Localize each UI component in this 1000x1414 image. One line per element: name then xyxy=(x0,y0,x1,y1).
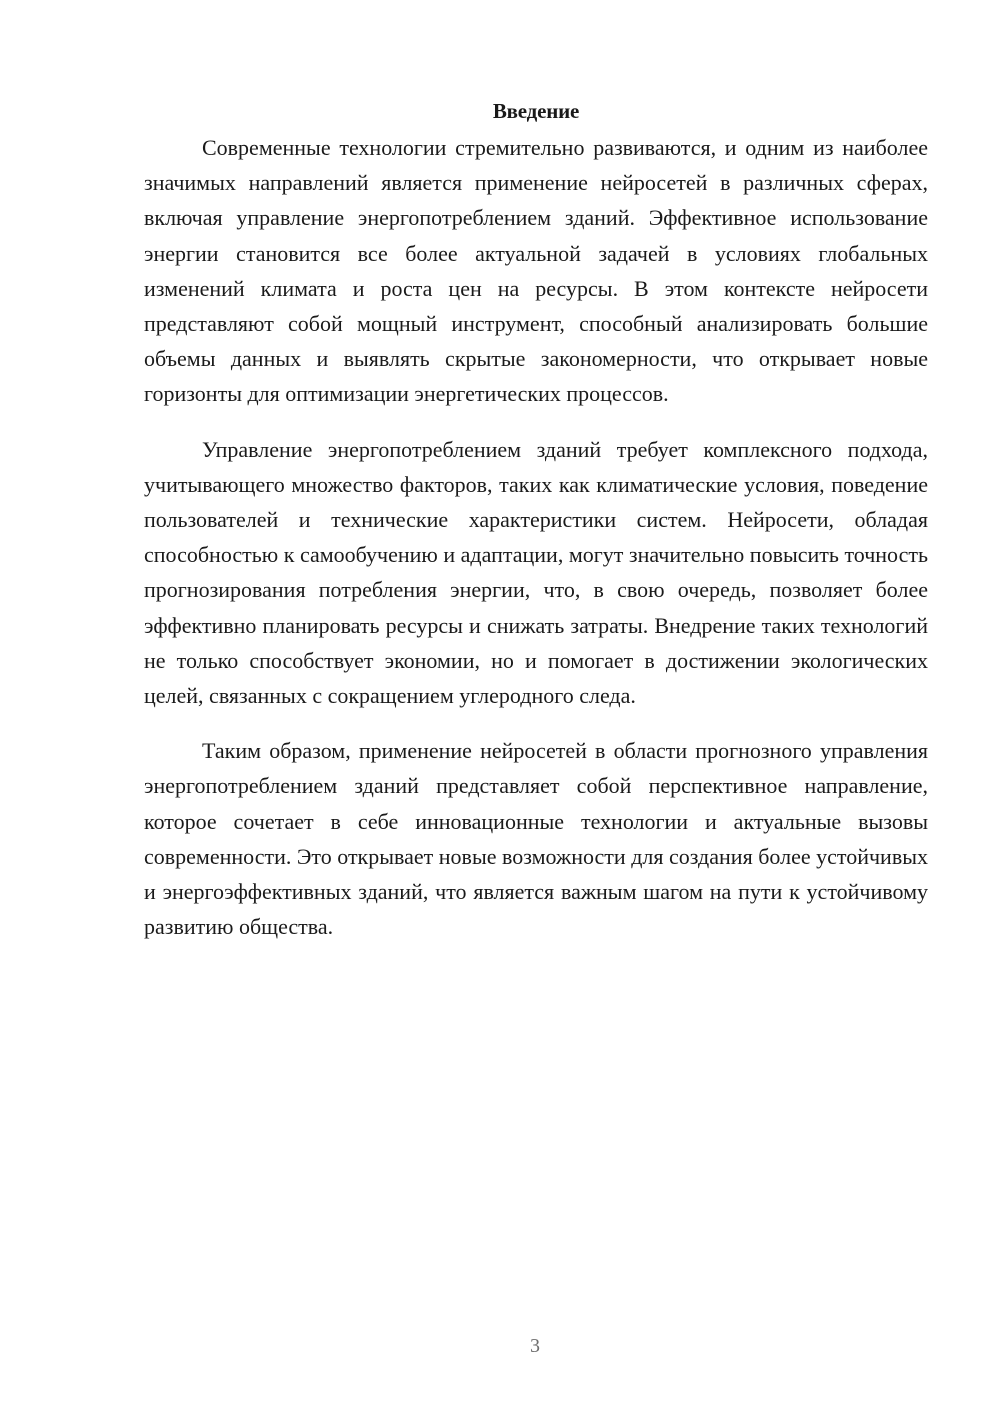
paragraph-2: Управление энергопотреблением зданий требует комплексного подхода, учитывающего множество факторов, таких как климатические условия, поведение пользователей и технические характеристики систем. Нейросети, обладая способностью к самообучению и адаптации, могут значительно повысить точность прогнозирования потребления энергии, что, в свою очередь, позволяет более эффективно планировать ресурсы и снижать затраты. Внедрение таких технологий не только способствует экономии, но и помогает в достижении экологических целей, связанных с сокращением углеродного следа. xyxy=(144,436,928,709)
page-number: 3 xyxy=(530,1335,540,1357)
paragraph-3: Таким образом, применение нейросетей в области прогнозного управления энергопотреблением зданий представляет собой перспективное направление, которое сочетает в себе инновационные технологии и актуальные вызовы современности. Это открывает новые возможности для создания более устойчивых и энергоэффективных зданий, что является важным шагом на пути к устойчивому развитию общества. xyxy=(144,738,928,940)
section-heading: Введение xyxy=(492,99,580,123)
paragraph-1: Современные технологии стремительно развиваются, и одним из наиболее значимых направлений является применение нейросетей в различных сферах, включая управление энергопотреблением зданий. Эффективное использование энергии становится все более актуальной задачей в условиях глобальных изменений климата и роста цен на ресурсы. В этом контексте нейросети представляют собой мощный инструмент, способный анализировать большие объемы данных и выявлять скрытые закономерности, что открывает новые горизонты для оптимизации энергетических процессов. xyxy=(144,135,928,407)
page-content xyxy=(144,96,928,964)
